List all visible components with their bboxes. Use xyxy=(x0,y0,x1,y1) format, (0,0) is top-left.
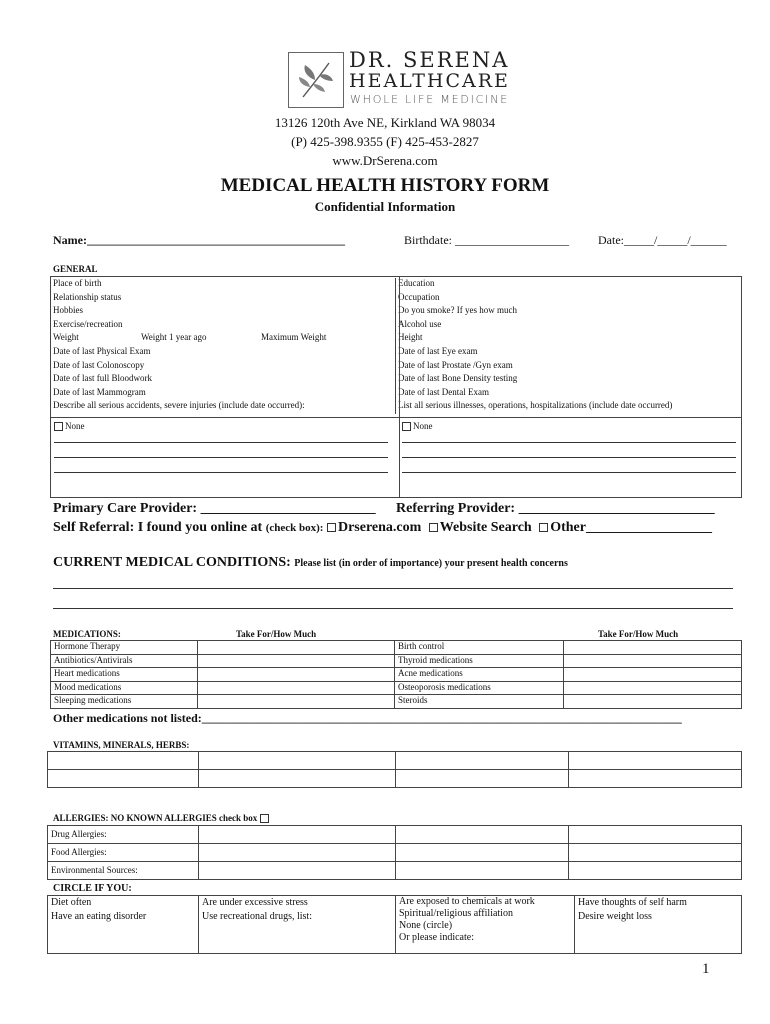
med-right-1: Thyroid medications xyxy=(395,654,564,668)
birthdate-field[interactable]: Birthdate: ___________________ xyxy=(404,233,569,247)
med-left-0: Hormone Therapy xyxy=(51,641,198,655)
allergy-cell[interactable] xyxy=(569,826,742,844)
allergy-cell[interactable] xyxy=(396,826,569,844)
injury-line-1[interactable] xyxy=(54,442,388,443)
allergy-cell[interactable] xyxy=(569,844,742,862)
vitamin-cell[interactable] xyxy=(569,770,742,788)
vitamin-cell[interactable] xyxy=(199,770,396,788)
med-col2-heading: Take For/How Much xyxy=(598,629,679,639)
illness-line-3[interactable] xyxy=(402,472,736,473)
med-left-2-input[interactable] xyxy=(198,668,395,682)
logo-text-line1: DR. SERENA xyxy=(349,48,510,72)
logo-mark xyxy=(288,52,344,108)
med-right-3: Osteoporosis medications xyxy=(395,681,564,695)
logo-text-line2: HEALTHCARE xyxy=(349,70,510,92)
checkbox-icon[interactable] xyxy=(429,523,438,532)
allergy-cell[interactable] xyxy=(199,826,396,844)
checkbox-icon[interactable] xyxy=(260,814,269,823)
allergy-label-environmental: Environmental Sources: xyxy=(48,862,199,880)
circle-col-1 xyxy=(48,896,199,954)
circle-option[interactable]: Use recreational drugs, list: xyxy=(202,911,312,922)
general-left-3[interactable]: Exercise/recreation xyxy=(51,319,396,333)
general-right-2[interactable]: Do you smoke? If yes how much xyxy=(398,305,517,316)
vitamins-table xyxy=(47,751,742,788)
general-left-5[interactable]: Date of last Physical Exam xyxy=(51,346,396,360)
medications-table xyxy=(50,640,742,709)
general-right-1[interactable]: Occupation xyxy=(398,291,440,302)
circle-option[interactable]: Are under excessive stress xyxy=(202,897,308,908)
circle-option[interactable]: Diet often xyxy=(51,897,92,908)
med-left-3-input[interactable] xyxy=(198,681,395,695)
general-right-5[interactable]: Date of last Eye exam xyxy=(398,345,478,356)
current-conditions-instructions: Please list (in order of importance) your present health concerns xyxy=(294,558,568,569)
general-right-9: List all serious illnesses, operations, hospitalizations (include date occurred) xyxy=(398,400,673,411)
date-field[interactable]: Date:_____/_____/______ xyxy=(598,233,727,247)
general-heading: GENERAL xyxy=(53,264,98,274)
med-left-0-input[interactable] xyxy=(198,641,395,655)
general-left-2[interactable]: Hobbies xyxy=(51,305,396,319)
general-left-6[interactable]: Date of last Colonoscopy xyxy=(51,360,396,374)
general-right-6[interactable]: Date of last Prostate /Gyn exam xyxy=(398,359,513,370)
allergy-label-drug: Drug Allergies: xyxy=(48,826,199,844)
med-right-3-input[interactable] xyxy=(564,681,742,695)
current-conditions-label: CURRENT MEDICAL CONDITIONS: xyxy=(53,555,291,570)
form-title: MEDICAL HEALTH HISTORY FORM xyxy=(220,175,550,196)
clinic-phone: (P) 425-398.9355 (F) 425-453-2827 xyxy=(291,134,479,149)
weight-1yr-label: Weight 1 year ago xyxy=(141,332,207,343)
circle-col-3 xyxy=(396,896,575,954)
clinic-address: 13126 120th Ave NE, Kirkland WA 98034 xyxy=(274,115,496,130)
primary-care-field[interactable]: Primary Care Provider: _________________________ xyxy=(53,501,376,516)
allergy-cell[interactable] xyxy=(396,862,569,880)
vitamins-heading: VITAMINS, MINERALS, HERBS: xyxy=(53,740,190,750)
med-right-0-input[interactable] xyxy=(564,641,742,655)
checkbox-icon[interactable] xyxy=(402,422,411,431)
page-number: 1 xyxy=(702,961,710,977)
general-right-7[interactable]: Date of last Bone Density testing xyxy=(398,373,518,384)
option-drserena: Drserena.com xyxy=(337,520,422,535)
general-right-4[interactable]: Height xyxy=(398,332,423,343)
circle-option[interactable]: None (circle) xyxy=(399,920,453,931)
self-referral-label: Self Referral: I found you online at xyxy=(53,520,266,535)
conditions-line-1[interactable] xyxy=(53,588,733,589)
none-left-checkbox[interactable] xyxy=(54,421,85,431)
med-right-4: Steroids xyxy=(395,695,564,709)
circle-option[interactable]: Desire weight loss xyxy=(578,911,652,922)
general-left-4: Weight xyxy=(53,332,79,343)
med-right-2: Acne medications xyxy=(395,668,564,682)
vitamin-cell[interactable] xyxy=(48,752,199,770)
clinic-website: www.DrSerena.com xyxy=(332,153,438,168)
circle-col-2 xyxy=(199,896,396,954)
circle-heading: CIRCLE IF YOU: xyxy=(53,883,132,894)
med-left-4-input[interactable] xyxy=(198,695,395,709)
med-left-1: Antibiotics/Antivirals xyxy=(51,654,198,668)
general-right-0[interactable]: Education xyxy=(398,278,435,288)
allergy-label-food: Food Allergies: xyxy=(48,844,199,862)
checkbox-icon[interactable] xyxy=(539,523,548,532)
circle-option[interactable]: Or please indicate: xyxy=(399,932,474,943)
checkbox-icon[interactable] xyxy=(327,523,336,532)
conditions-line-2[interactable] xyxy=(53,608,733,609)
med-left-2: Heart medications xyxy=(51,668,198,682)
self-referral-line xyxy=(53,520,712,536)
general-right-8[interactable]: Date of last Dental Exam xyxy=(398,386,489,397)
allergy-cell[interactable] xyxy=(199,844,396,862)
other-medications-field[interactable]: Other medications not listed:________________________________________________________________________________ xyxy=(53,711,682,725)
vitamin-cell[interactable] xyxy=(48,770,199,788)
vitamin-cell[interactable] xyxy=(396,752,569,770)
general-left-8[interactable]: Date of last Mammogram xyxy=(51,387,396,401)
general-left-1[interactable]: Relationship status xyxy=(51,292,396,306)
checkbox-icon[interactable] xyxy=(54,422,63,431)
option-website-search: Website Search xyxy=(439,520,532,535)
name-field[interactable]: Name:___________________________________________ xyxy=(53,233,345,247)
injury-line-2[interactable] xyxy=(54,457,388,458)
vitamin-cell[interactable] xyxy=(396,770,569,788)
medications-heading: MEDICATIONS: xyxy=(53,629,121,639)
circle-col-4 xyxy=(575,896,742,954)
referring-provider-field[interactable]: Referring Provider: ____________________________ xyxy=(396,501,715,516)
logo-tagline: WHOLE LIFE MEDICINE xyxy=(350,93,509,106)
allergies-table xyxy=(47,825,742,880)
circle-table xyxy=(47,895,742,954)
circle-option[interactable]: Have an eating disorder xyxy=(51,911,147,922)
injury-line-3[interactable] xyxy=(54,472,388,473)
allergy-cell[interactable] xyxy=(199,862,396,880)
weight-max-label: Maximum Weight xyxy=(261,332,327,343)
check-box-label: (check box): xyxy=(265,522,324,534)
allergy-cell[interactable] xyxy=(396,844,569,862)
med-left-3: Mood medications xyxy=(51,681,198,695)
allergies-label: ALLERGIES: NO KNOWN ALLERGIES check box xyxy=(53,813,258,823)
med-right-2-input[interactable] xyxy=(564,668,742,682)
general-right-3[interactable]: Alcohol use xyxy=(398,318,442,329)
vitamin-cell[interactable] xyxy=(569,752,742,770)
med-left-4: Sleeping medications xyxy=(51,695,198,709)
none-right-checkbox[interactable] xyxy=(402,421,433,431)
med-left-1-input[interactable] xyxy=(198,654,395,668)
circle-option[interactable]: Spiritual/religious affiliation xyxy=(399,908,513,919)
general-left-0[interactable]: Place of birth xyxy=(51,278,396,292)
general-box xyxy=(50,276,742,498)
allergy-cell[interactable] xyxy=(569,862,742,880)
allergies-heading xyxy=(53,813,271,823)
med-col1-heading: Take For/How Much xyxy=(236,629,317,639)
current-conditions-heading xyxy=(53,555,568,571)
illness-line-1[interactable] xyxy=(402,442,736,443)
med-right-1-input[interactable] xyxy=(564,654,742,668)
med-right-0: Birth control xyxy=(395,641,564,655)
general-left-7[interactable]: Date of last full Bloodwork xyxy=(51,373,396,387)
none-left-label: None xyxy=(65,421,85,431)
vitamin-cell[interactable] xyxy=(199,752,396,770)
option-other[interactable]: Other__________________ xyxy=(550,520,712,535)
general-left-9: Describe all serious accidents, severe injuries (include date occurred): xyxy=(51,400,396,414)
leaf-icon xyxy=(289,53,343,107)
med-right-4-input[interactable] xyxy=(564,695,742,709)
circle-option[interactable]: Are exposed to chemicals at work xyxy=(399,896,535,907)
none-right-label: None xyxy=(413,421,433,431)
form-subtitle: Confidential Information xyxy=(314,199,456,214)
illness-line-2[interactable] xyxy=(402,457,736,458)
circle-option[interactable]: Have thoughts of self harm xyxy=(578,897,687,908)
